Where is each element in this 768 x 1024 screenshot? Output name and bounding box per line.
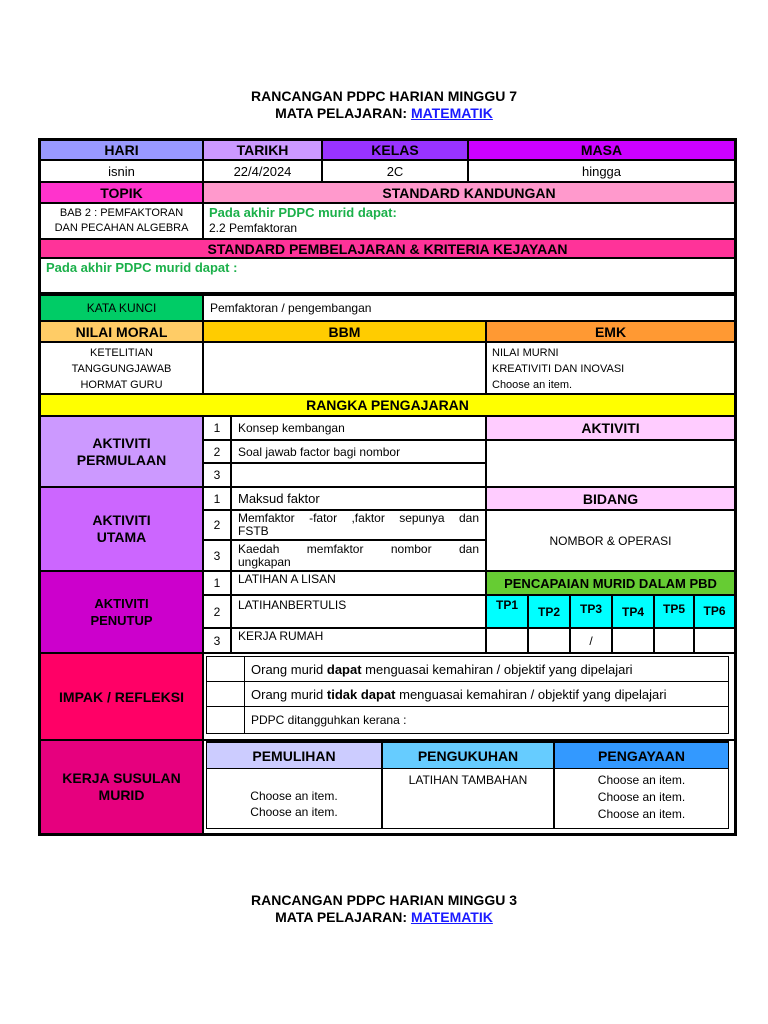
emk-item: NILAI MURNI bbox=[492, 347, 559, 359]
choose-item[interactable]: Choose an item. bbox=[597, 807, 686, 821]
aktiviti-side-header: AKTIVITI bbox=[487, 417, 734, 439]
row-number: 1 bbox=[204, 572, 230, 594]
impak-count[interactable] bbox=[207, 657, 244, 681]
item-line: Memfaktor -fator ,faktor sepunya dan bbox=[238, 511, 479, 525]
topic-line: BAB 2 : PEMFAKTORAN bbox=[59, 207, 184, 219]
sp-value[interactable] bbox=[41, 259, 734, 292]
utama-item[interactable] bbox=[232, 511, 485, 539]
kelas-header: KELAS bbox=[323, 141, 467, 159]
bidang-header: BIDANG bbox=[487, 488, 734, 509]
label-line: AKTIVITI bbox=[94, 596, 149, 611]
tp2-header: TP2 bbox=[529, 596, 569, 627]
tp1-mark[interactable] bbox=[487, 629, 527, 652]
masa-header: MASA bbox=[469, 141, 734, 159]
sp-intro: Pada akhir PDPC murid dapat : bbox=[46, 260, 238, 275]
emk-item: KREATIVITI DAN INOVASI bbox=[492, 363, 625, 375]
label-line: AKTIVITI bbox=[92, 512, 151, 528]
row-number: 3 bbox=[204, 464, 230, 486]
subject-prefix: MATA PELAJARAN: bbox=[275, 105, 411, 121]
tarikh-header: TARIKH bbox=[204, 141, 321, 159]
topic-value[interactable] bbox=[41, 204, 202, 238]
impak-count[interactable] bbox=[207, 682, 244, 706]
label-line: PERMULAAN bbox=[76, 451, 167, 468]
nilai-moral-value[interactable] bbox=[41, 343, 202, 393]
item-line: FSTB bbox=[238, 524, 269, 538]
kata-kunci-value[interactable]: Pemfaktoran / pengembangan bbox=[204, 296, 734, 320]
pengukuhan-header: PENGUKUHAN bbox=[383, 743, 553, 768]
label-line: MURID bbox=[98, 787, 145, 803]
tp6-header: TP6 bbox=[695, 596, 734, 627]
label-line: AKTIVITI bbox=[92, 434, 151, 451]
aktiviti-utama-label bbox=[41, 488, 202, 570]
impak-refleksi-label: IMPAK / REFLEKSI bbox=[41, 654, 202, 739]
title-line: RANCANGAN PDPC HARIAN MINGGU 7 bbox=[250, 88, 517, 104]
permulaan-item[interactable] bbox=[232, 464, 485, 486]
lesson-plan-table bbox=[38, 138, 737, 836]
impak-row-tidak-dapat bbox=[245, 682, 728, 706]
sk-item: 2.2 Pemfaktoran bbox=[209, 221, 298, 235]
rangka-pengajaran-header: RANGKA PENGAJARAN bbox=[41, 395, 734, 415]
tp4-mark[interactable] bbox=[613, 629, 653, 652]
hari-header: HARI bbox=[41, 141, 202, 159]
row-number: 1 bbox=[204, 488, 230, 509]
choose-item[interactable]: Choose an item. bbox=[250, 805, 338, 819]
utama-item[interactable]: Maksud faktor bbox=[232, 488, 485, 509]
pemulihan-value[interactable] bbox=[207, 769, 381, 828]
emk-value[interactable] bbox=[487, 343, 734, 393]
subject-link[interactable]: MATEMATIK bbox=[410, 909, 493, 925]
pbd-header: PENCAPAIAN MURID DALAM PBD bbox=[487, 572, 734, 594]
nilai-moral-header: NILAI MORAL bbox=[41, 322, 202, 341]
kata-kunci-label: KATA KUNCI bbox=[41, 296, 202, 320]
impak-row-dapat bbox=[245, 657, 728, 681]
emk-header: EMK bbox=[487, 322, 734, 341]
sk-value[interactable] bbox=[204, 204, 734, 238]
choose-item[interactable]: Choose an item. bbox=[597, 790, 686, 804]
row-number: 3 bbox=[204, 629, 230, 652]
susulan-table bbox=[206, 741, 729, 829]
impak-bold: dapat bbox=[326, 661, 362, 677]
pengukuhan-item: LATIHAN TAMBAHAN bbox=[408, 773, 528, 787]
page-title bbox=[0, 88, 768, 122]
emk-item[interactable]: Choose an item. bbox=[492, 379, 573, 391]
kelas-value[interactable]: 2C bbox=[323, 161, 467, 181]
page-title-2 bbox=[0, 892, 768, 926]
nilai-item: TANGGUNGJAWAB bbox=[71, 363, 172, 375]
tp2-mark[interactable] bbox=[529, 629, 569, 652]
label-line: UTAMA bbox=[96, 529, 147, 545]
pengukuhan-value[interactable] bbox=[383, 769, 553, 828]
item-line: Kaedah memfaktor nombor dan bbox=[238, 542, 479, 556]
bbm-header: BBM bbox=[204, 322, 485, 341]
choose-item[interactable]: Choose an item. bbox=[250, 789, 338, 803]
utama-item[interactable] bbox=[232, 541, 485, 570]
aktiviti-penutup-label bbox=[41, 572, 202, 652]
choose-item[interactable]: Choose an item. bbox=[597, 773, 686, 787]
permulaan-item[interactable]: Konsep kembangan bbox=[232, 417, 485, 439]
impak-bold: tidak dapat bbox=[326, 686, 396, 702]
penutup-item[interactable]: LATIHAN A LISAN bbox=[232, 572, 485, 594]
tp3-mark[interactable]: / bbox=[571, 629, 611, 652]
sk-intro: Pada akhir PDPC murid dapat: bbox=[209, 205, 397, 220]
label-line: PENUTUP bbox=[90, 613, 153, 628]
tp6-mark[interactable] bbox=[695, 629, 734, 652]
impak-text: Orang murid bbox=[251, 661, 327, 677]
row-number: 3 bbox=[204, 541, 230, 570]
impak-count[interactable] bbox=[207, 707, 244, 733]
topic-line: DAN PECAHAN ALGEBRA bbox=[54, 222, 189, 234]
nilai-item: HORMAT GURU bbox=[80, 379, 163, 391]
aktiviti-permulaan-label bbox=[41, 417, 202, 486]
title-line: RANCANGAN PDPC HARIAN MINGGU 3 bbox=[250, 892, 517, 908]
impak-text: Orang murid bbox=[251, 686, 327, 702]
pemulihan-header: PEMULIHAN bbox=[207, 743, 381, 768]
tp5-mark[interactable] bbox=[655, 629, 693, 652]
impak-row-ditangguhkan[interactable]: PDPC ditangguhkan kerana : bbox=[245, 707, 728, 733]
impak-text: menguasai kemahiran / objektif yang dipelajari bbox=[395, 686, 667, 702]
label-line: KERJA SUSULAN bbox=[62, 770, 181, 786]
tp4-header: TP4 bbox=[613, 596, 653, 627]
standard-pembelajaran-header: STANDARD PEMBELAJARAN & KRITERIA KEJAYAAN bbox=[41, 240, 734, 257]
bidang-value[interactable]: NOMBOR & OPERASI bbox=[487, 511, 734, 570]
subject-link[interactable]: MATEMATIK bbox=[410, 105, 493, 121]
permulaan-item[interactable]: Soal jawab factor bagi nombor bbox=[232, 441, 485, 462]
kerja-susulan-label bbox=[41, 741, 202, 833]
topik-header: TOPIK bbox=[41, 183, 202, 202]
impak-table bbox=[206, 656, 729, 734]
subject-prefix: MATA PELAJARAN: bbox=[275, 909, 411, 925]
subject-line bbox=[0, 909, 768, 926]
pengayaan-header: PENGAYAAN bbox=[555, 743, 728, 768]
masa-value[interactable]: hingga bbox=[469, 161, 734, 181]
standard-kandungan-header: STANDARD KANDUNGAN bbox=[204, 183, 734, 202]
pengayaan-value[interactable] bbox=[555, 769, 728, 828]
row-number: 1 bbox=[204, 417, 230, 439]
penutup-item[interactable]: KERJA RUMAH bbox=[232, 629, 485, 652]
row-number: 2 bbox=[204, 596, 230, 627]
tp3-header: TP3 bbox=[571, 596, 611, 627]
row-number: 2 bbox=[204, 511, 230, 539]
item-line: ungkapan bbox=[238, 555, 291, 569]
bbm-value[interactable] bbox=[204, 343, 485, 393]
penutup-item[interactable]: LATIHANBERTULIS bbox=[232, 596, 485, 627]
tp1-header: TP1 bbox=[487, 596, 527, 627]
hari-value[interactable]: isnin bbox=[41, 161, 202, 181]
tarikh-value[interactable]: 22/4/2024 bbox=[204, 161, 321, 181]
aktiviti-side-value[interactable] bbox=[487, 441, 734, 486]
tp5-header: TP5 bbox=[655, 596, 693, 627]
row-number: 2 bbox=[204, 441, 230, 462]
nilai-item: KETELITIAN bbox=[90, 347, 153, 359]
subject-line bbox=[0, 105, 768, 122]
impak-text: menguasai kemahiran / objektif yang dipelajari bbox=[361, 661, 633, 677]
